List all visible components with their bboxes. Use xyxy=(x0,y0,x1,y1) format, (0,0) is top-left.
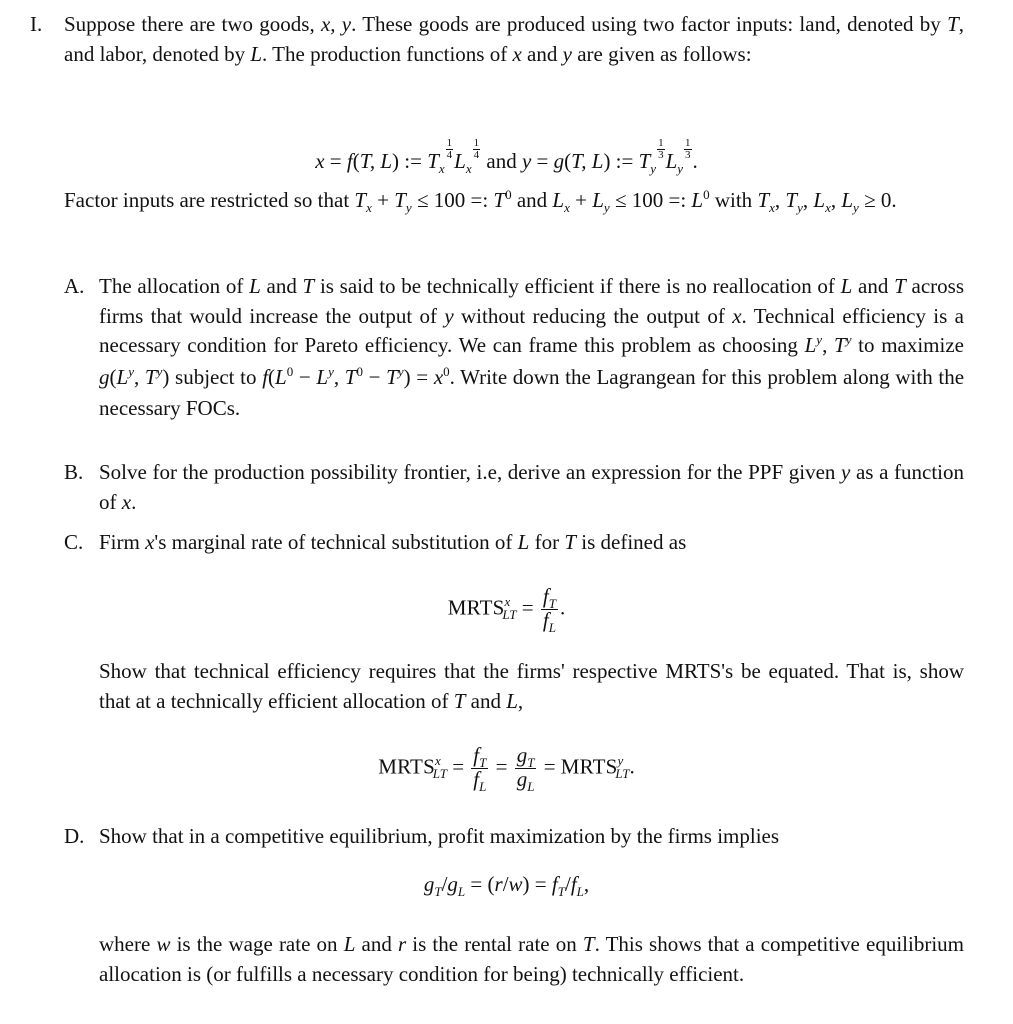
part-c-text: Firm x's marginal rate of technical substitution of L for T is defined as xyxy=(99,530,687,554)
part-a-text: The allocation of L and T is said to be technically efficient if there is no reallocation of L and T across firms that would increase the output of y without reducing the output of x. Technical efficiency is a necessary condition for Pareto efficiency. We can frame this problem as choosing $L^y$, $T^y$ to maximize $g(L^y$, $T^y$) subject to $f(L^0 - L^y$, $T^0 - T^y) = x^0$. Write down the Lagrangean for this problem along with the necessary FOCs. xyxy=(99,274,965,420)
part-c-text-2: Show that technical efficiency requires that the firms' respective MRTS's be equated. That is, show that at a technically efficient allocation of T and L, xyxy=(99,659,964,713)
production-functions-equation: x = f(T, L) := $T_x$ $\frac{1}{4}$ $L_x$ $\frac{1}{4}$ and y = g(T, L) := $T_y$ $\frac{1}{3}$ $L_y$ $\frac{1}{3}$ . xyxy=(315,137,698,176)
intro-text: Suppose there are two goods, x, y. These goods are produced using two factor inputs: land, denoted by T, and labor, denoted by L. The production functions of x and y are given as follows: xyxy=(64,12,964,66)
part-d-label: D. xyxy=(64,824,85,848)
problem-intro xyxy=(64,10,964,69)
constraint-paragraph: Factor inputs are restricted so that $T_x + T_y \le 100$ =: $T^0$ and $L_x + L_y \le 100$ =: $L^0$ with $T_x$, $T_y$, $L_x$, $L_y \ge 0$. xyxy=(64,187,897,215)
problem-number: I. xyxy=(30,12,43,36)
part-b-text: Solve for the production possibility frontier, i.e, derive an expression for the PPF given y as a function of x. xyxy=(99,460,964,514)
part-d-equation: $g_T/g_L = (r/w) = f_T/f_L$, xyxy=(423,872,590,899)
part-c-mrts-equality: $MRTS^x_{LT}$ = $\frac{f_T}{f_L}$ = $\frac{g_T}{g_L}$ = $MRTS^y_{LT}$. xyxy=(378,743,635,794)
part-b-label: B. xyxy=(64,460,84,484)
part-c-mrts-definition: $MRTS^x_{LT}$ = $\frac{f_T}{f_L}$ . xyxy=(447,584,566,635)
part-c-label: C. xyxy=(64,530,84,554)
part-d-text-2: where w is the wage rate on L and r is the rental rate on T. This shows that a competitive equilibrium allocation is (or fulfills a necessary condition for being) technically efficient. xyxy=(99,932,964,986)
part-d-text: Show that in a competitive equilibrium, profit maximization by the firms implies xyxy=(99,824,780,848)
part-a-label: A. xyxy=(64,274,85,298)
